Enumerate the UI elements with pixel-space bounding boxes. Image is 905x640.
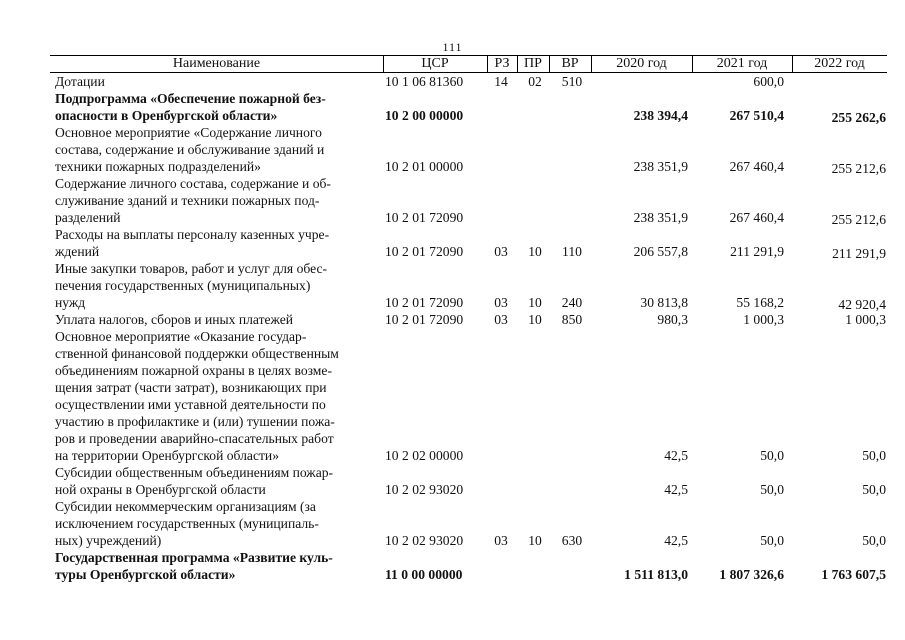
row-csr: 10 2 01 72090 (385, 295, 464, 310)
header-2022: 2022 год (814, 56, 865, 71)
row-csr: 10 2 01 00000 (385, 159, 464, 174)
row-2020: 238 351,9 (633, 159, 688, 174)
row-2020: 980,3 (657, 312, 688, 327)
row-name: Субсидии общественным объединениям пожар- ной охраны в Оренбургской области (55, 465, 334, 497)
header-csr: ЦСР (421, 56, 449, 71)
row-2022: 255 212,6 (831, 161, 886, 176)
row-2022: 211 291,9 (832, 246, 886, 261)
row-rz: 03 (494, 312, 508, 327)
row-csr: 11 0 00 00000 (385, 567, 463, 582)
row-2022: 42 920,4 (838, 297, 886, 312)
header-2021: 2021 год (716, 56, 768, 71)
row-csr: 10 1 06 81360 (385, 74, 464, 89)
row-2021: 50,0 (760, 482, 784, 497)
row-2022: 50,0 (862, 482, 886, 497)
row-2022: 1 000,3 (845, 312, 886, 327)
header-vr: ВР (561, 56, 579, 71)
page-number: 111 (442, 40, 463, 54)
row-rz: 03 (494, 295, 508, 310)
row-2020: 238 351,9 (633, 210, 688, 225)
row-name: Субсидии некоммерческим организациям (за исключением государственных (муниципаль- ных) учреждений) (55, 499, 319, 548)
row-2021: 1 000,3 (743, 312, 784, 327)
row-name: Основное мероприятие «Содержание личного состава, содержание и обслуживание зданий и техники пожарных подразделений» (55, 125, 325, 174)
row-2021: 600,0 (753, 74, 784, 89)
row-csr: 10 2 02 93020 (385, 482, 464, 497)
row-name: Содержание личного состава, содержание и об- служивание зданий и техники пожарных под- разделений (55, 176, 331, 225)
row-csr: 10 2 01 72090 (385, 244, 464, 259)
row-pr: 10 (528, 533, 542, 548)
row-vr: 110 (562, 244, 582, 259)
row-name: Основное мероприятие «Оказание государ- ственной финансовой поддержки общественным объединениям пожарной охраны в целях возме- щения затрат (части затрат), возникающих при осуществлении ими уставной деятельности по участию в профилактике и (или) тушении пожа- ров и проведении аварийно-спасательных работ на территории Оренбургской области» (55, 329, 339, 463)
row-2021: 55 168,2 (736, 295, 784, 310)
row-2020: 238 394,4 (633, 108, 688, 123)
row-2020: 206 557,8 (633, 244, 688, 259)
row-name: Подпрограмма «Обеспечение пожарной без- опасности в Оренбургской области» (55, 91, 326, 123)
row-csr: 10 2 01 72090 (385, 312, 464, 327)
row-2021: 211 291,9 (730, 244, 784, 259)
row-2022: 255 212,6 (831, 212, 886, 227)
row-2021: 1 807 326,6 (719, 567, 784, 582)
header-name: Наименование (172, 56, 261, 71)
row-name: Расходы на выплаты персоналу казенных учре- ждений (55, 227, 330, 259)
row-2021: 267 510,4 (729, 108, 784, 123)
row-vr: 850 (561, 312, 583, 327)
row-2020: 30 813,8 (640, 295, 688, 310)
row-pr: 10 (528, 244, 542, 259)
row-2021: 50,0 (760, 533, 784, 548)
row-rz: 03 (494, 244, 508, 259)
row-2022: 255 262,6 (831, 110, 886, 125)
row-name: Уплата налогов, сборов и иных платежей (55, 312, 294, 327)
row-csr: 10 2 01 72090 (385, 210, 464, 225)
row-2020: 42,5 (664, 482, 688, 497)
header-pr: ПР (524, 56, 542, 71)
row-name: Дотации (55, 74, 105, 89)
row-csr: 10 2 02 00000 (385, 448, 464, 463)
row-name: Иные закупки товаров, работ и услуг для обес- печения государственных (муниципальных) нужд (55, 261, 328, 310)
row-name: Государственная программа «Развитие куль- туры Оренбургской области» (55, 550, 333, 582)
row-vr: 630 (561, 533, 583, 548)
row-2021: 267 460,4 (729, 210, 784, 225)
row-vr: 510 (561, 74, 583, 89)
row-rz: 14 (494, 74, 508, 89)
row-vr: 240 (561, 295, 583, 310)
row-csr: 10 2 00 00000 (385, 108, 464, 123)
row-rz: 03 (494, 533, 508, 548)
row-2020: 1 511 813,0 (624, 567, 688, 582)
row-pr: 02 (528, 74, 542, 89)
row-2021: 50,0 (760, 448, 784, 463)
row-2021: 267 460,4 (729, 159, 784, 174)
row-2022: 50,0 (862, 533, 886, 548)
row-2020: 42,5 (664, 448, 688, 463)
row-csr: 10 2 02 93020 (385, 533, 464, 548)
row-2022: 50,0 (862, 448, 886, 463)
header-2020: 2020 год (616, 56, 667, 71)
row-pr: 10 (528, 295, 542, 310)
header-rz: РЗ (494, 56, 510, 71)
row-2020: 42,5 (664, 533, 688, 548)
row-2022: 1 763 607,5 (821, 567, 886, 582)
row-pr: 10 (528, 312, 542, 327)
